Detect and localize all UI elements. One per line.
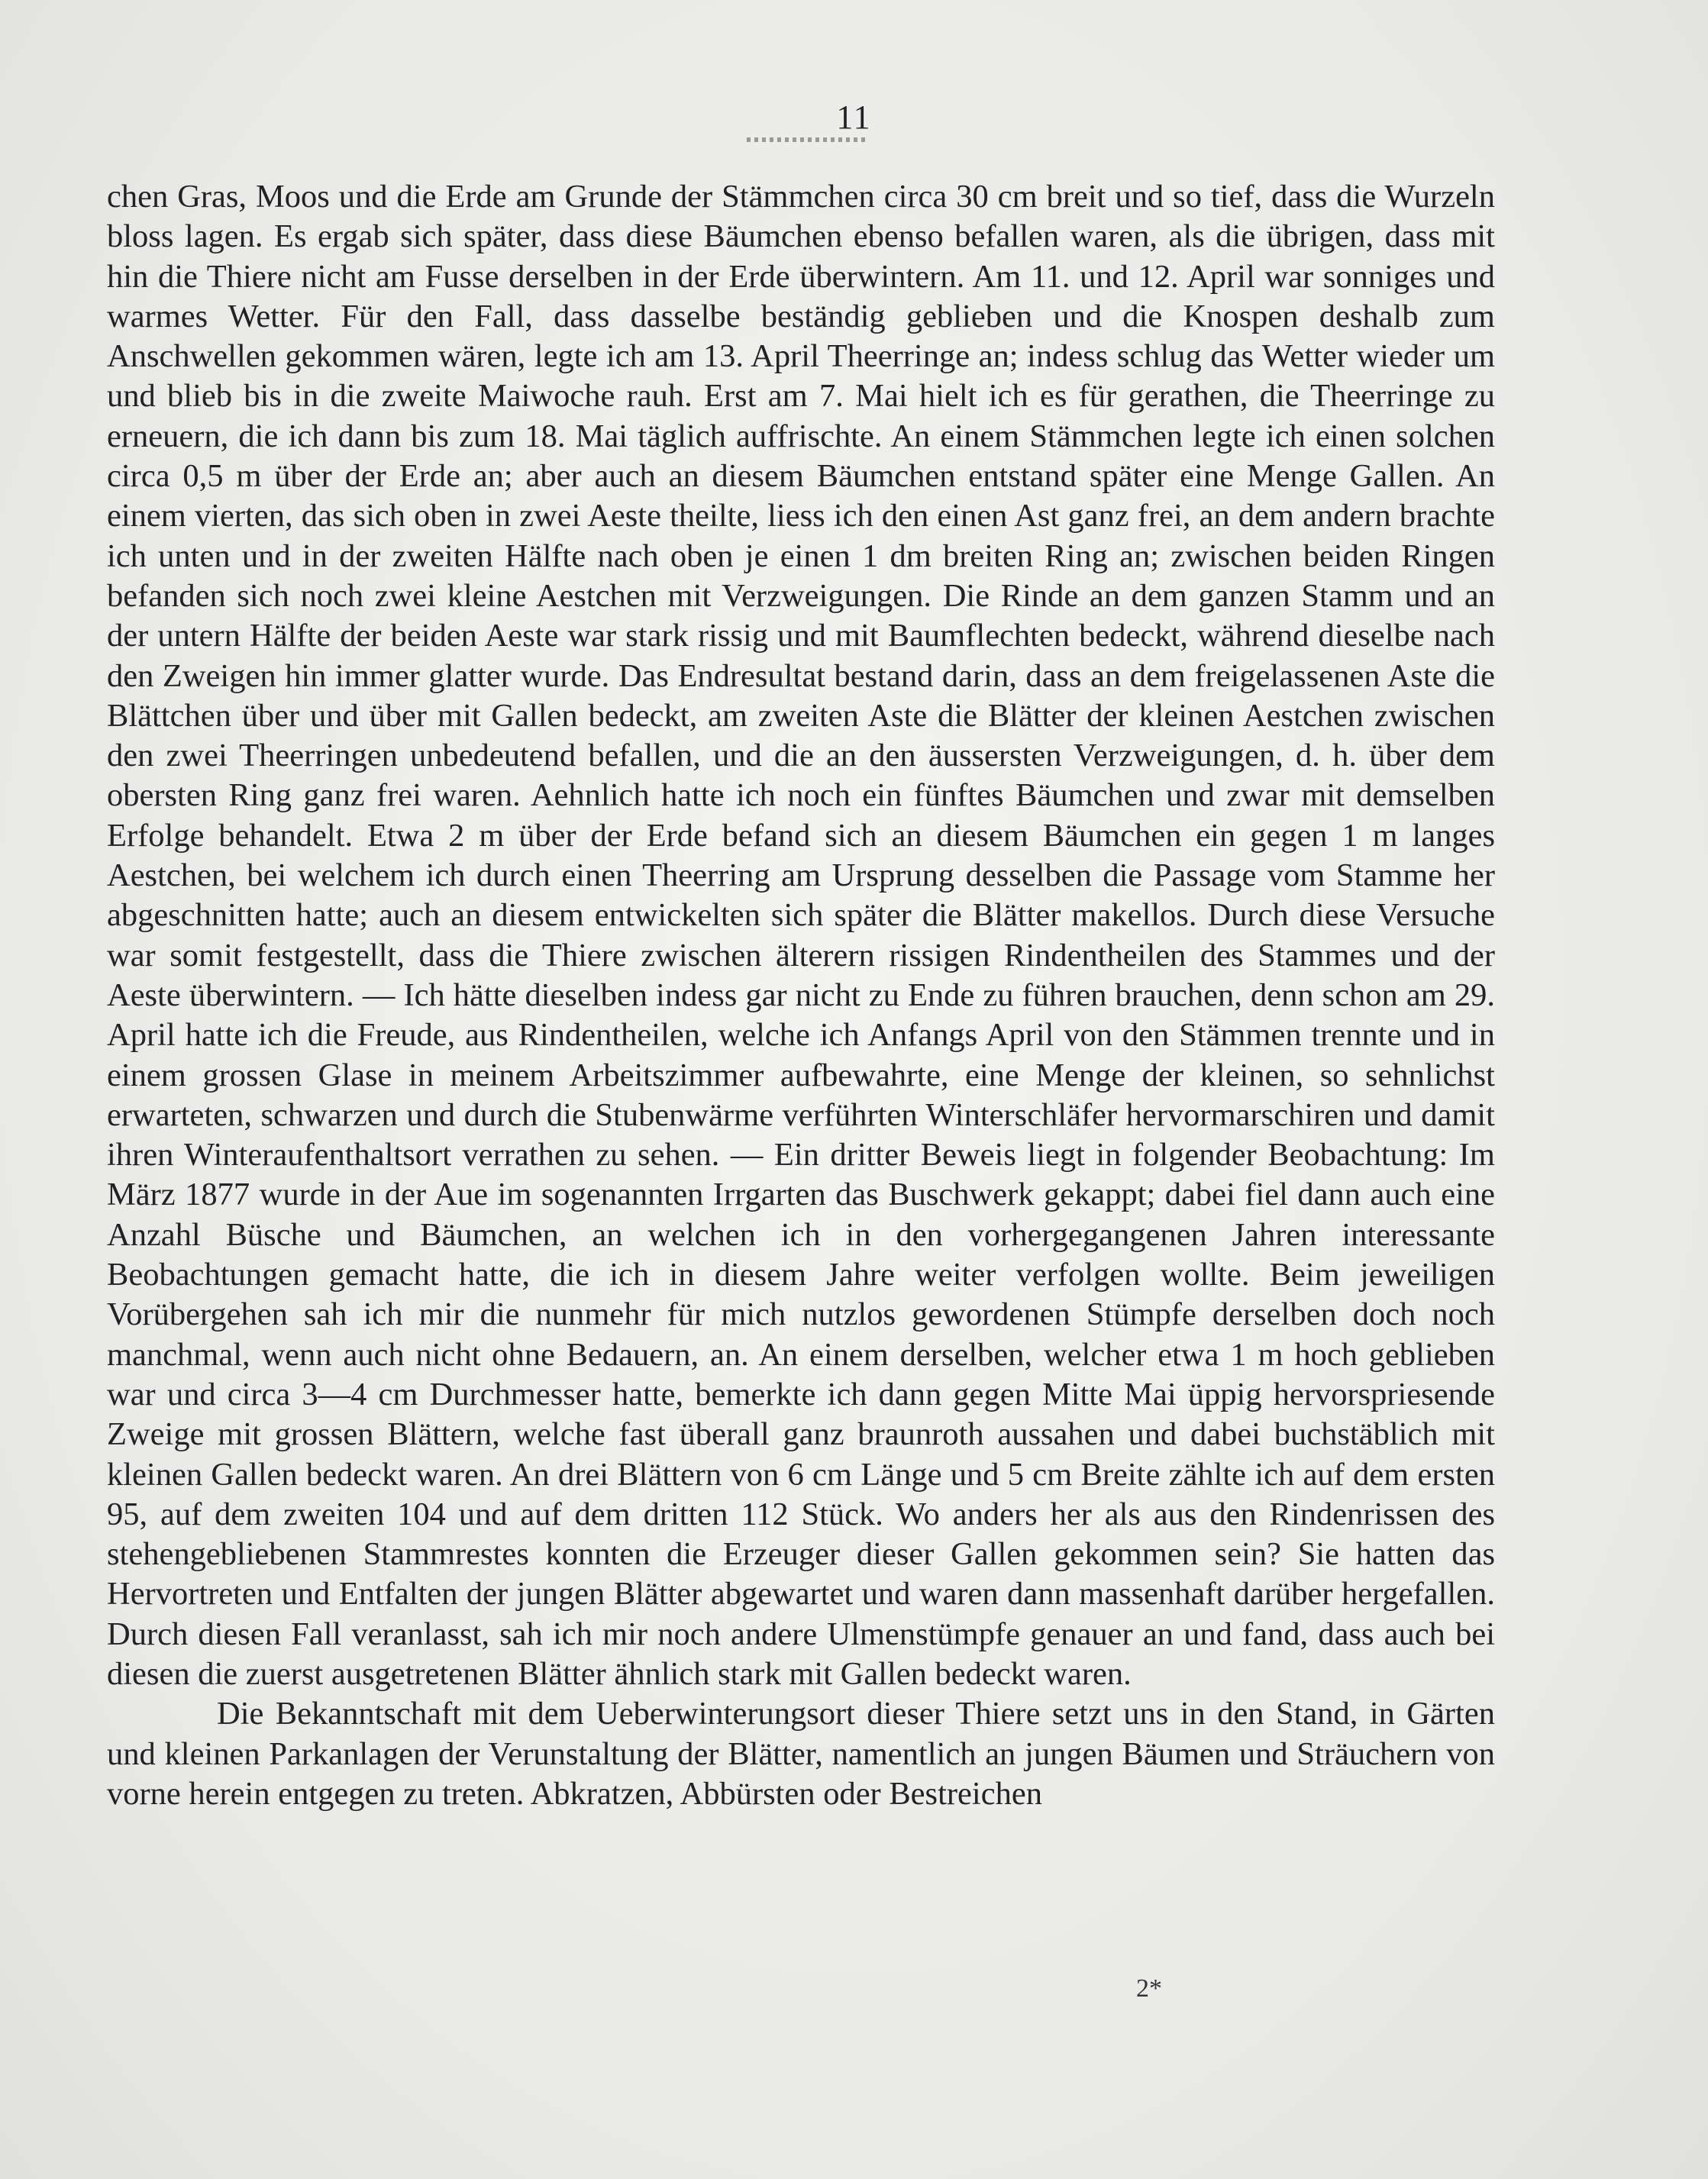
page-number: 11 (836, 98, 872, 136)
body-text (107, 177, 1495, 1814)
paragraph-1: chen Gras, Moos und die Erde am Grunde der Stämmchen circa 30 cm breit und so tief, dass die Wurzeln bloss lagen. Es ergab sich später, dass diese Bäumchen ebenso befallen waren, als die übrigen, dass mit hin die Thiere nicht am Fusse derselben in der Erde überwintern. Am 11. und 12. April war sonniges und warmes Wetter. Für den Fall, dass dasselbe beständig geblieben und die Knospen deshalb zum Anschwellen gekommen wären, legte ich am 13. April Theerringe an; indess schlug das Wetter wieder um und blieb bis in die zweite Maiwoche rauh. Erst am 7. Mai hielt ich es für gerathen, die Theerringe zu erneuern, die ich dann bis zum 18. Mai täglich auffrischte. An einem Stämmchen legte ich einen solchen circa 0,5 m über der Erde an; aber auch an diesem Bäumchen entstand später eine Menge Gallen. An einem vierten, das sich oben in zwei Aeste theilte, liess ich den einen Ast ganz frei, an dem andern brachte ich unten und in der zweiten Hälfte nach oben je einen 1 dm breiten Ring an; zwischen beiden Ringen befanden sich noch zwei kleine Aestchen mit Verzweigungen. Die Rinde an dem ganzen Stamm und an der untern Hälfte der beiden Aeste war stark rissig und mit Baumflechten bedeckt, während dieselbe nach den Zweigen hin immer glatter wurde. Das Endresultat bestand darin, dass an dem freigelassenen Aste die Blättchen über und über mit Gallen bedeckt, am zweiten Aste die Blätter der kleinen Aestchen zwischen den zwei Theerringen unbedeutend befallen, und die an den äussersten Verzweigungen, d. h. über dem obersten Ring ganz frei waren. Aehnlich hatte ich noch ein fünftes Bäumchen und zwar mit demselben Erfolge behandelt. Etwa 2 m über der Erde befand sich an diesem Bäumchen ein gegen 1 m langes Aestchen, bei welchem ich durch einen Theerring am Ursprung desselben die Passage vom Stamme her abgeschnitten hatte; auch an diesem entwickelten sich später die Blätter makellos. Durch diese Versuche war somit festgestellt, dass die Thiere zwischen älterern rissigen Rindentheilen des Stammes und der Aeste überwintern. — Ich hätte dieselben indess gar nicht zu Ende zu führen brauchen, denn schon am 29. April hatte ich die Freude, aus Rindentheilen, welche ich Anfangs April von den Stämmen trennte und in einem grossen Glase in meinem Arbeitszimmer aufbewahrte, eine Menge der kleinen, so sehnlichst erwarteten, schwarzen und durch die Stubenwärme verführten Winterschläfer hervormarschiren und damit ihren Winteraufenthaltsort verrathen zu sehen. — Ein dritter Beweis liegt in folgender Beobachtung: Im März 1877 wurde in der Aue im sogenannten Irrgarten das Buschwerk gekappt; dabei fiel dann auch eine Anzahl Büsche und Bäumchen, an welchen ich in den vorhergegangenen Jahren interessante Beobachtungen gemacht hatte, die ich in diesem Jahre weiter verfolgen wollte. Beim jeweiligen Vorübergehen sah ich mir die nunmehr für mich nutzlos gewordenen Stümpfe derselben doch noch manchmal, wenn auch nicht ohne Bedauern, an. An einem derselben, welcher etwa 1 m hoch geblieben war und circa 3—4 cm Durchmesser hatte, bemerkte ich dann gegen Mitte Mai üppig hervorspriesende Zweige mit grossen Blättern, welche fast überall ganz braunroth aussahen und dabei buchstäblich mit kleinen Gallen bedeckt waren. An drei Blättern von 6 cm Länge und 5 cm Breite zählte ich auf dem ersten 95, auf dem zweiten 104 und auf dem dritten 112 Stück. Wo anders her als aus den Rindenrissen des stehengebliebenen Stammrestes konnten die Erzeuger dieser Gallen gekommen sein? Sie hatten das Hervortreten und Entfalten der jungen Blätter abgewartet und waren dann massenhaft darüber hergefallen. Durch diesen Fall veranlasst, sah ich mir noch andere Ulmenstümpfe genauer an und fand, dass auch bei diesen die zuerst ausgetretenen Blätter ähnlich stark mit Gallen bedeckt waren. (107, 179, 1495, 1692)
page-number-rule (747, 137, 869, 142)
paragraph-2: Die Bekanntschaft mit dem Ueberwinterungsort dieser Thiere setzt uns in den Stand, in Gärten und kleinen Parkanlagen der Verunstaltung der Blätter, namentlich an jungen Bäumen und Sträuchern von vorne herein entgegen zu treten. Abkratzen, Abbürsten oder Bestreichen (107, 1696, 1495, 1812)
signature-mark: 2* (1136, 1974, 1162, 2003)
